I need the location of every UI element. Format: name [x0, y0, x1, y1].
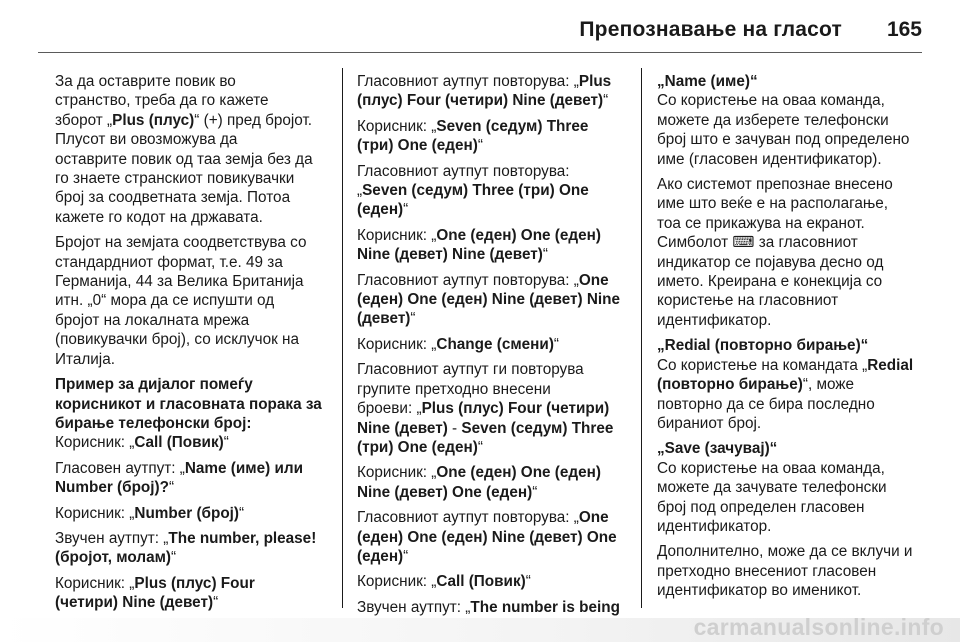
text-run: “: [239, 504, 245, 522]
paragraph: [357, 335, 627, 354]
page-title: Препознавање на гласот: [579, 18, 842, 41]
text-run: Ако системот препознае внесено име што веќе е на располагање, тоа се прикажува на екранот. Симболот ⌨ за гласовниот индикатор се појавува десно од името. Креирана е конекција со користење на гласовниот идентификатор.: [657, 176, 893, 329]
watermark-text: carmanualsonline.info: [693, 614, 944, 640]
text-run: “: [403, 201, 409, 219]
text-run: -: [447, 419, 462, 437]
bold-text: Seven (седум) Three (три) One (еден): [357, 117, 589, 155]
text-run: “ (+) пред бројот. Плусот ви овозможува да оставрите повик од таа земја без да го знаете странскиот повикувачки број за соодветната земја. Потоа кажете го кодот на државата.: [55, 111, 313, 226]
paragraph: [657, 175, 925, 330]
paragraph: [55, 233, 325, 369]
bold-text: The number is being: [470, 598, 620, 616]
section-heading: [657, 336, 925, 355]
text-run: Бројот на земјата соодветствува со стандардниот формат, т.е. 49 за Германија, 44 за Велика Британија итн. „0“ мора да се испушти од бројот на локалната мрежа (повикувачки број), со исклучок на Италија.: [55, 234, 307, 368]
paragraph: [657, 356, 925, 434]
bold-text: One (еден) One (еден) Nine (девет) Nine (девет): [357, 226, 601, 264]
text-run: “: [403, 547, 409, 565]
bold-text: One (еден) One (еден) Nine (девет) One (еден): [357, 464, 601, 501]
text-run: Корисник: „: [357, 117, 437, 135]
text-run: “: [171, 549, 177, 567]
text-run: „Redial (повторно бирање)“: [657, 337, 869, 355]
text-run: За да оставрите повик во странство, треба да го кажете зборот „: [55, 73, 269, 129]
text-run: Гласовниот аутпут ги повторува групите претходно внесени броеви: „: [357, 361, 584, 418]
text-run: Гласовниот аутпут повторува: „: [357, 73, 579, 90]
bold-text: Plus (плус) Four (четири) Nine (девет): [55, 574, 255, 612]
paragraph: [55, 504, 325, 523]
paragraph: [357, 162, 627, 220]
text-run: Гласовниот аутпут повторува: „: [357, 271, 579, 289]
text-run: “: [525, 573, 531, 591]
text-run: Корисник: „: [55, 574, 135, 592]
paragraph: [357, 360, 627, 457]
bold-text: Plus (плус): [112, 111, 195, 129]
bold-text: One (еден) One (еден) Nine (девет) One (еден): [357, 509, 617, 565]
text-run: Корисник: „: [55, 504, 135, 522]
paragraph: [357, 271, 627, 329]
text-run: „Name (име)“: [657, 73, 758, 90]
text-run: “: [223, 434, 229, 452]
section-heading: [657, 72, 925, 91]
section-heading: [55, 375, 325, 433]
bold-text: One (еден) One (еден) Nine (девет) Nine (девет): [357, 271, 621, 328]
text-run: “: [542, 246, 548, 264]
paragraph: [55, 574, 325, 613]
text-run: Со користење на оваа команда, можете да зачувате телефонски број под определен гласовен идентификатор.: [657, 459, 887, 535]
text-run: Корисник: „: [357, 335, 437, 353]
header-rule: [38, 52, 922, 53]
text-run: “: [603, 92, 609, 110]
text-run: “: [410, 310, 416, 328]
bold-text: Seven (седум) Three (три) One (еден): [357, 419, 614, 456]
text-run: Со користење на оваа команда, можете да изберете телефонски број што е зачуван под определено име (гласовен идентификатор).: [657, 92, 910, 168]
bold-text: The number, please! (бројот, молам): [55, 529, 317, 567]
text-run: “: [532, 483, 538, 501]
section-heading: [657, 439, 925, 458]
paragraph: [657, 459, 925, 537]
column-divider-left: [342, 68, 343, 608]
text-run: “: [168, 479, 175, 497]
text-run: Корисник: „: [55, 434, 135, 452]
text-run: Корисник: „: [357, 464, 437, 482]
column-divider-right: [641, 68, 642, 608]
text-run: “: [477, 438, 483, 456]
paragraph: [357, 226, 627, 265]
bold-text: Call (Повик): [436, 573, 526, 591]
paragraph: [357, 72, 627, 111]
page-header: [0, 0, 960, 50]
paragraph: [657, 91, 925, 169]
column-left: [55, 72, 325, 619]
bold-text: Change (смени): [436, 335, 554, 353]
bold-text: Seven (седум) Three (три) One (еден): [357, 182, 589, 219]
text-run: “: [553, 335, 560, 353]
paragraph: [55, 72, 325, 227]
text-run: Гласовниот аутпут повторува: „: [357, 162, 570, 200]
page-number: 165: [886, 18, 922, 41]
text-run: Со користење на командата „: [657, 356, 868, 374]
text-run: “: [213, 594, 219, 612]
paragraph: [55, 529, 325, 568]
bold-text: Name (име) или Number (број)?: [55, 459, 303, 497]
paragraph: [357, 508, 627, 566]
text-run: Звучен аутпут: „: [55, 529, 169, 547]
text-run: „Save (зачувај)“: [657, 440, 778, 458]
bold-text: Call (Повик): [134, 434, 224, 452]
paragraph: [357, 117, 627, 156]
column-right: [657, 72, 925, 607]
column-middle: [357, 72, 627, 643]
text-run: Корисник: „: [357, 226, 437, 244]
paragraph: [657, 542, 925, 600]
text-run: “: [477, 137, 483, 155]
text-run: Гласовен аутпут: „: [55, 459, 185, 477]
text-run: Дополнително, може да се вклучи и претходно внесениот гласовен идентификатор во именикот.: [657, 543, 913, 600]
paragraph: [55, 433, 325, 452]
paragraph: [357, 463, 627, 502]
text-run: Гласовниот аутпут повторува: „: [357, 509, 579, 527]
text-run: Корисник: „: [357, 573, 437, 591]
paragraph: [55, 459, 325, 498]
text-run: “, може повторно да се бира последно бираниот број.: [657, 376, 875, 432]
bold-text: Plus (плус) Four (четири) Nine (девет): [357, 400, 610, 437]
paragraph: [357, 572, 627, 591]
text-run: Звучен аутпут: „: [357, 598, 471, 616]
bold-text: Plus (плус) Four (четири) Nine (девет): [357, 73, 612, 110]
bold-text: Number (број): [134, 504, 240, 522]
text-run: Пример за дијалог помеѓу корисникот и гласовната порака за бирање телефонски број:: [55, 376, 322, 432]
bold-text: Redial (повторно бирање): [657, 356, 914, 394]
